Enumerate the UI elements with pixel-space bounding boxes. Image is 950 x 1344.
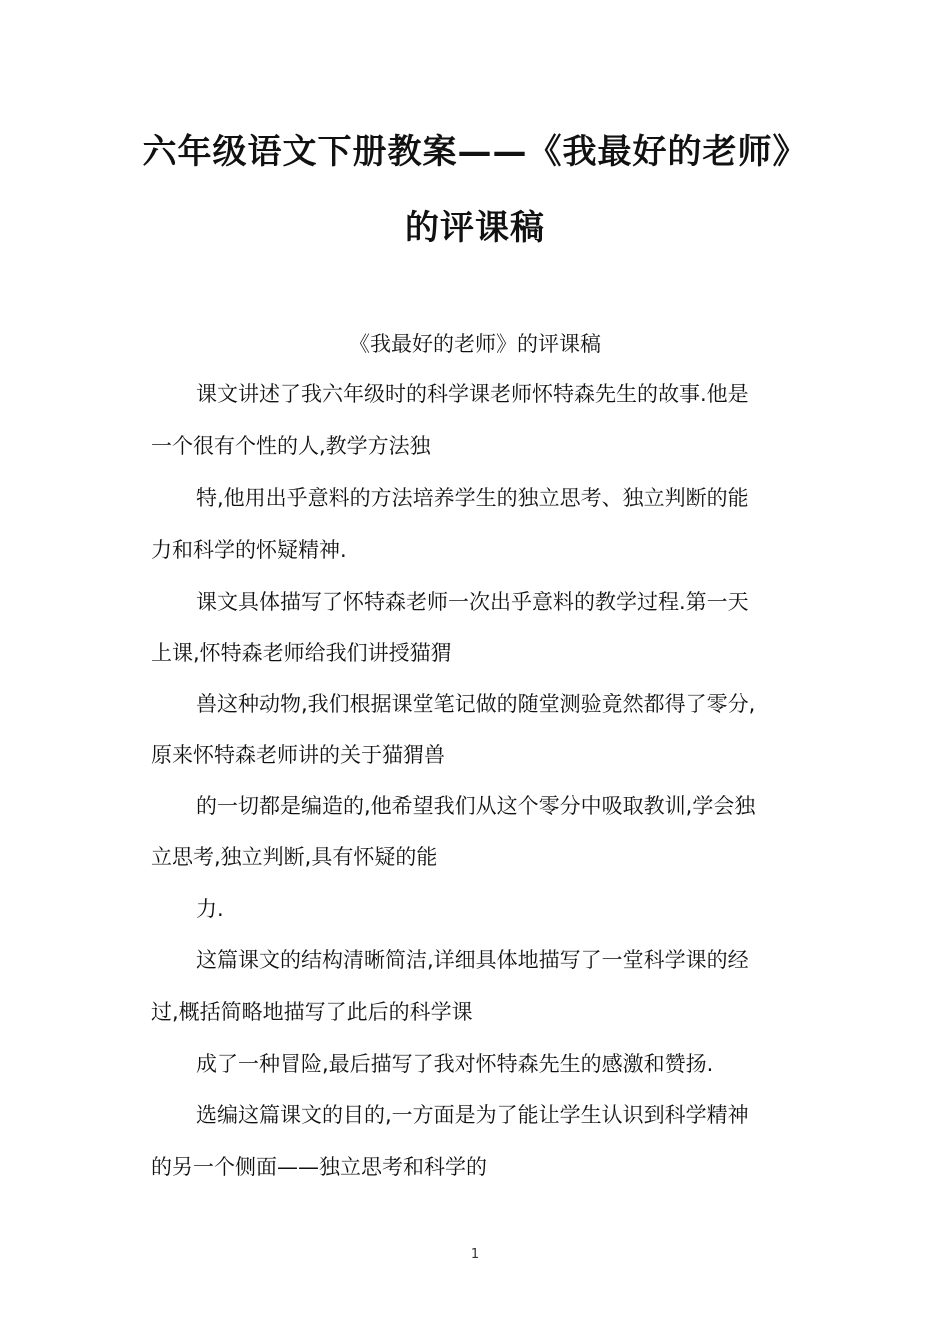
body-line: 这篇课文的结构清晰简洁,详细具体地描写了一堂科学课的经 bbox=[196, 948, 749, 972]
body-line: 选编这篇课文的目的,一方面是为了能让学生认识到科学精神 bbox=[196, 1103, 749, 1127]
body-line: 课文讲述了我六年级时的科学课老师怀特森先生的故事.他是 bbox=[196, 382, 749, 406]
document-title-line-1: 六年级语文下册教案——《我最好的老师》 bbox=[142, 132, 808, 172]
body-line: 兽这种动物,我们根据课堂笔记做的随堂测验竟然都得了零分, bbox=[196, 692, 756, 716]
body-line: 特,他用出乎意料的方法培养学生的独立思考、独立判断的能 bbox=[196, 486, 749, 510]
body-line: 力. bbox=[196, 897, 224, 921]
section-subtitle: 《我最好的老师》的评课稿 bbox=[349, 332, 601, 356]
body-line: 过,概括简略地描写了此后的科学课 bbox=[151, 1000, 473, 1024]
body-line: 原来怀特森老师讲的关于猫猬兽 bbox=[151, 743, 445, 767]
body-line: 课文具体描写了怀特森老师一次出乎意料的教学过程.第一天 bbox=[196, 590, 749, 614]
body-line: 上课,怀特森老师给我们讲授猫猬 bbox=[151, 641, 452, 665]
document-title-line-2: 的评课稿 bbox=[405, 208, 545, 248]
body-line: 的一切都是编造的,他希望我们从这个零分中吸取教训,学会独 bbox=[196, 794, 756, 818]
body-line: 一个很有个性的人,教学方法独 bbox=[151, 434, 431, 458]
body-line: 的另一个侧面——独立思考和科学的 bbox=[151, 1155, 487, 1179]
body-line: 立思考,独立判断,具有怀疑的能 bbox=[151, 845, 438, 869]
body-line: 力和科学的怀疑精神. bbox=[151, 538, 347, 562]
page-number: 1 bbox=[470, 1247, 480, 1262]
body-line: 成了一种冒险,最后描写了我对怀特森先生的感激和赞扬. bbox=[196, 1052, 714, 1076]
